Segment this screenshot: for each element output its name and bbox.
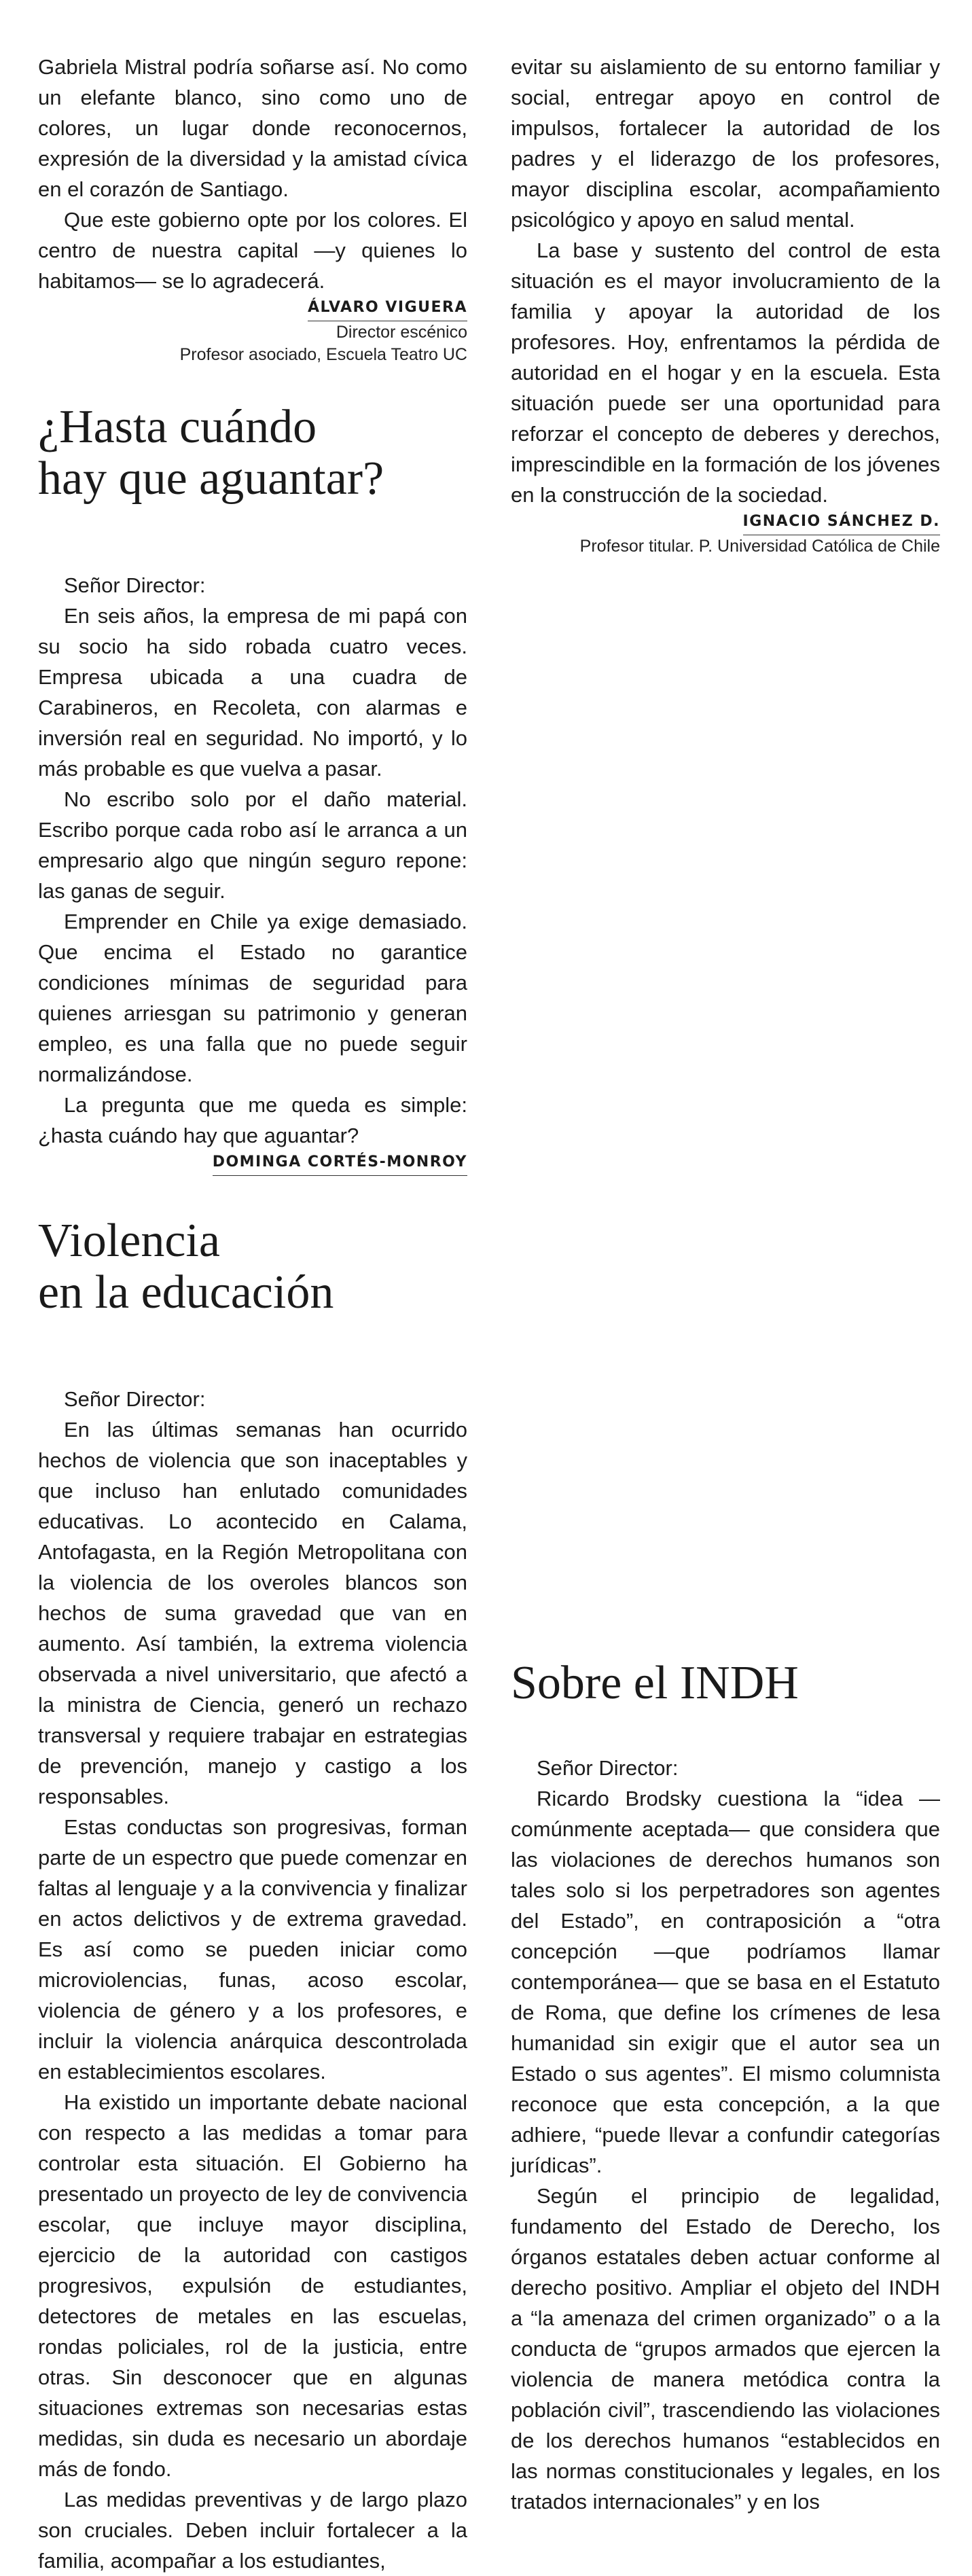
letter-paragraph: La base y sustento del control de esta situación es el mayor involucramiento de la familia y apoyar la autoridad de los profesores. Hoy, enfrentamos la pérdida de autoridad en el hogar y en la escuela. Esta situación puede ser una oportunidad para reforzar el concepto de deberes y derechos, imprescindible en la formación de los jóvenes en la construcción de la sociedad. [511, 238, 940, 507]
signature-block [38, 296, 467, 366]
letter-paragraph: En seis años, la empresa de mi papá con su socio ha sido robada cuatro veces. Empresa ubicada a una cuadra de Carabineros, en Recoleta, con alarmas e inversión real en seguridad. No importó, y lo más probable es que vuelva a pasar. [38, 604, 467, 781]
salutation: Señor Director: [64, 573, 206, 597]
letter-headline: Sobre el INDH [511, 1657, 799, 1709]
signature-block [511, 510, 940, 558]
signature-role: Director escénico [336, 323, 467, 342]
letter-aguantar [38, 401, 467, 1176]
letter-paragraph: Ricardo Brodsky cuestiona la “idea —comúnmente aceptada— que considera que las violaciones de derechos humanos son tales solo si los perpetradores son agentes del Estado”, en contraposición a “otra concepción —que podríamos llamar contemporánea— que se basa en el Estatuto de Roma, que define los crímenes de lesa humanidad sin exigir que el autor sea un Estado o sus agentes”. El mismo columnista reconoce que esta concepción, a la que adhiere, “puede llevar a confundir categorías jurídicas”. [511, 1787, 940, 2177]
signature-name: DOMINGA CORTÉS-MONROY [213, 1151, 467, 1176]
signature-name: ÁLVARO VIGUERA [308, 296, 467, 321]
letter-paragraph: Según el principio de legalidad, fundamento del Estado de Derecho, los órganos estatales deben actuar conforme al derecho positivo. Ampliar el objeto del INDH a “la amenaza del crimen organizado” o a la conducta de “grupos armados que ejercen la violencia de manera metódica contra la población civil”, trascendiendo las violaciones de los derechos humanos “establecidos en las normas constitucionales y legales, en los tratados internacionales” y en los [511, 2184, 940, 2514]
letter-headline [38, 401, 467, 505]
letter-paragraph: No escribo solo por el daño material. Escribo porque cada robo así le arranca a un empresario algo que ningún seguro repone: las ganas de seguir. [38, 787, 467, 903]
letter-paragraph: Gabriela Mistral podría soñarse así. No como un elefante blanco, sino como uno de colores, un lugar donde reconocernos, expresión de la diversidad y la amistad cívica en el corazón de Santiago. [38, 55, 467, 201]
letter-paragraph: En las últimas semanas han ocurrido hechos de violencia que son inaceptables y que incluso han enlutado comunidades educativas. Lo acontecido en Calama, Antofagasta, en la Región Metropolitana con la violencia de los overoles blancos son hechos de suma gravedad que van en aumento. Así también, la extrema violencia observada a nivel universitario, que afectó a la ministra de Ciencia, generó un rechazo transversal y requiere trabajar en estrategias de prevención, manejo y castigo a los responsables. [38, 1418, 467, 1808]
letter-paragraph: Las medidas preventivas y de largo plazo son cruciales. Deben incluir fortalecer a la familia, acompañar a los estudiantes, [38, 2488, 467, 2573]
right-column [511, 0, 940, 2514]
letter-paragraph: Ha existido un importante debate nacional con respecto a las medidas a tomar para controlar esta situación. El Gobierno ha presentado un proyecto de ley de convivencia escolar, que incluye mayor disciplina, ejercicio de la autoridad con castigos progresivos, expulsión de estudiantes, detectores de metales en las escuelas, rondas policiales, rol de la justicia, entre otras. Sin desconocer que en algunas situaciones extremas son necesarias estas medidas, sin duda es necesario un abordaje más de fondo. [38, 2090, 467, 2481]
salutation: Señor Director: [537, 1756, 679, 1780]
letter-carryover [38, 0, 467, 366]
signature-role: Profesor asociado, Escuela Teatro UC [179, 345, 467, 364]
headline-line: ¿Hasta cuándo [38, 401, 317, 453]
letter-paragraph: La pregunta que me queda es simple: ¿hasta cuándo hay que aguantar? [38, 1093, 467, 1147]
letter-paragraph: Estas conductas son progresivas, forman parte de un espectro que puede comenzar en faltas al lenguaje y a la convivencia y finalizar en actos delictivos y de extrema gravedad. Es así como se pueden iniciar como microviolencias, funas, acoso escolar, violencia de género y a los profesores, e incluir la violencia anárquica descontrolada en establecimientos escolares. [38, 1815, 467, 2083]
headline-line: en la educación [38, 1266, 334, 1319]
letter-headline [38, 1215, 467, 1319]
letter-paragraph: Que este gobierno opte por los colores. El centro de nuestra capital —y quienes lo habitamos— se lo agradecerá. [38, 208, 467, 293]
letter-paragraph: Emprender en Chile ya exige demasiado. Que encima el Estado no garantice condiciones mínimas de seguridad para quienes arriesgan su patrimonio y generan empleo, es una falla que no puede seguir normalizándose. [38, 910, 467, 1086]
letter-continuation [511, 0, 940, 558]
salutation: Señor Director: [64, 1387, 206, 1411]
signature-role: Profesor titular. P. Universidad Católica de Chile [579, 537, 940, 556]
letter-paragraph: evitar su aislamiento de su entorno familiar y social, entregar apoyo en control de impulsos, fortalecer la autoridad de los padres y el liderazgo de los profesores, mayor disciplina escolar, acompañamiento psicológico y apoyo en salud mental. [511, 55, 940, 232]
letter-violencia [38, 1215, 467, 2576]
headline-line: Violencia [38, 1215, 220, 1267]
left-column [38, 0, 467, 2576]
letter-indh [511, 1658, 940, 2517]
signature-block [38, 1151, 467, 1176]
signature-name: IGNACIO SÁNCHEZ D. [743, 510, 940, 535]
headline-line: hay que aguantar? [38, 452, 384, 505]
